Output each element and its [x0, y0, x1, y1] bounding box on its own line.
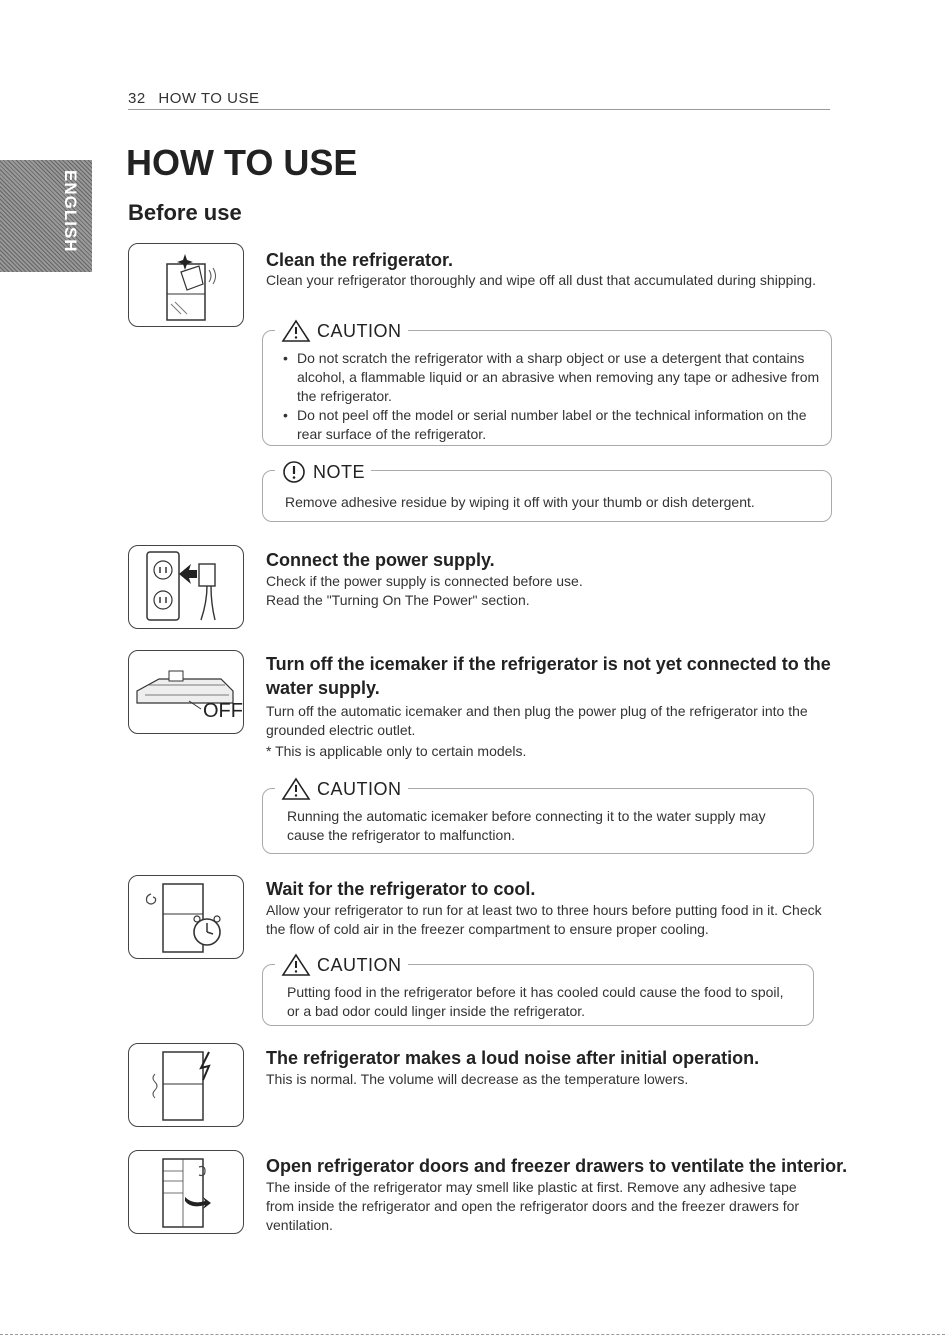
- noise-illustration: [128, 1043, 244, 1127]
- cool-body: Allow your refrigerator to run for at least two to three hours before putting food in it. Check the flow of cold air in the freezer compartment to ensure proper cooling.: [266, 902, 822, 937]
- caution-header: [275, 777, 408, 801]
- icemaker-off-label: OFF: [203, 700, 243, 722]
- page-header: [128, 90, 830, 110]
- note-info-icon: [281, 459, 307, 485]
- header-section: HOW TO USE: [158, 90, 260, 107]
- caution-header: [275, 319, 408, 343]
- cool-caution-box: [262, 954, 814, 1026]
- warning-triangle-icon: [281, 953, 311, 977]
- cool-heading: Wait for the refrigerator to cool.: [266, 879, 536, 899]
- icemaker-illustration: [128, 650, 244, 734]
- page-title: HOW TO USE: [126, 142, 358, 183]
- icemaker-heading: Turn off the icemaker if the refrigerator is not yet connected to the water supply.: [266, 654, 831, 698]
- noise-body: This is normal. The volume will decrease as the temperature lowers.: [266, 1071, 689, 1087]
- page-number: 32: [128, 90, 146, 107]
- power-body: Check if the power supply is connected before use.: [266, 573, 583, 589]
- note-label: NOTE: [313, 461, 366, 482]
- clean-caution-box: [262, 320, 832, 446]
- ventilate-body: The inside of the refrigerator may smell like plastic at first. Remove any adhesive tape from inside the refrigerator and open the refrigerator doors and the freezer drawers for ventilation.: [266, 1179, 800, 1233]
- caution-label: CAUTION: [317, 778, 402, 799]
- language-tab-label: ENGLISH: [61, 170, 80, 253]
- caution-item: • Do not scratch the refrigerator with a sharp object or use a detergent that contains alcohol, a flammable liquid or an abrasive when removing any tape or adhesive from the refrigerator.: [275, 349, 825, 406]
- caution-text: Putting food in the refrigerator before it has cooled could cause the food to spoil, or a bad odor could linger inside the refrigerator.: [287, 984, 784, 1019]
- warning-triangle-icon: [281, 319, 311, 343]
- caution-label: CAUTION: [317, 320, 402, 341]
- page-bottom-divider: [0, 1334, 945, 1335]
- ventilate-heading: Open refrigerator doors and freezer drawers to ventilate the interior.: [266, 1156, 848, 1176]
- noise-heading: The refrigerator makes a loud noise after initial operation.: [266, 1048, 760, 1068]
- note-header: [275, 459, 371, 485]
- caution-header: [275, 953, 408, 977]
- ventilation-illustration: [128, 1150, 244, 1234]
- clean-body: Clean your refrigerator thoroughly and wipe off all dust that accumulated during shipping.: [266, 272, 816, 288]
- clean-note-box: [262, 461, 832, 522]
- caution-item: • Do not peel off the model or serial number label or the technical information on the rear surface of the refrigerator.: [275, 406, 825, 444]
- power-body-2: Read the "Turning On The Power" section.: [266, 592, 530, 608]
- power-heading: Connect the power supply.: [266, 550, 495, 570]
- caution-text: Running the automatic icemaker before connecting it to the water supply may cause the refrigerator to malfunction.: [287, 808, 766, 843]
- icemaker-caution-box: [262, 778, 814, 854]
- warning-triangle-icon: [281, 777, 311, 801]
- page-subtitle: Before use: [128, 200, 242, 225]
- clean-heading: Clean the refrigerator.: [266, 250, 454, 270]
- power-plug-illustration: [128, 545, 244, 629]
- language-tab: [0, 160, 92, 272]
- icemaker-footnote: * This is applicable only to certain models.: [266, 743, 527, 759]
- note-text: Remove adhesive residue by wiping it off with your thumb or dish detergent.: [285, 494, 755, 510]
- cooling-illustration: [128, 875, 244, 959]
- cleaning-illustration: [128, 243, 244, 327]
- caution-label: CAUTION: [317, 954, 402, 975]
- icemaker-body: Turn off the automatic icemaker and then plug the power plug of the refrigerator into the grounded electric outlet.: [266, 703, 808, 738]
